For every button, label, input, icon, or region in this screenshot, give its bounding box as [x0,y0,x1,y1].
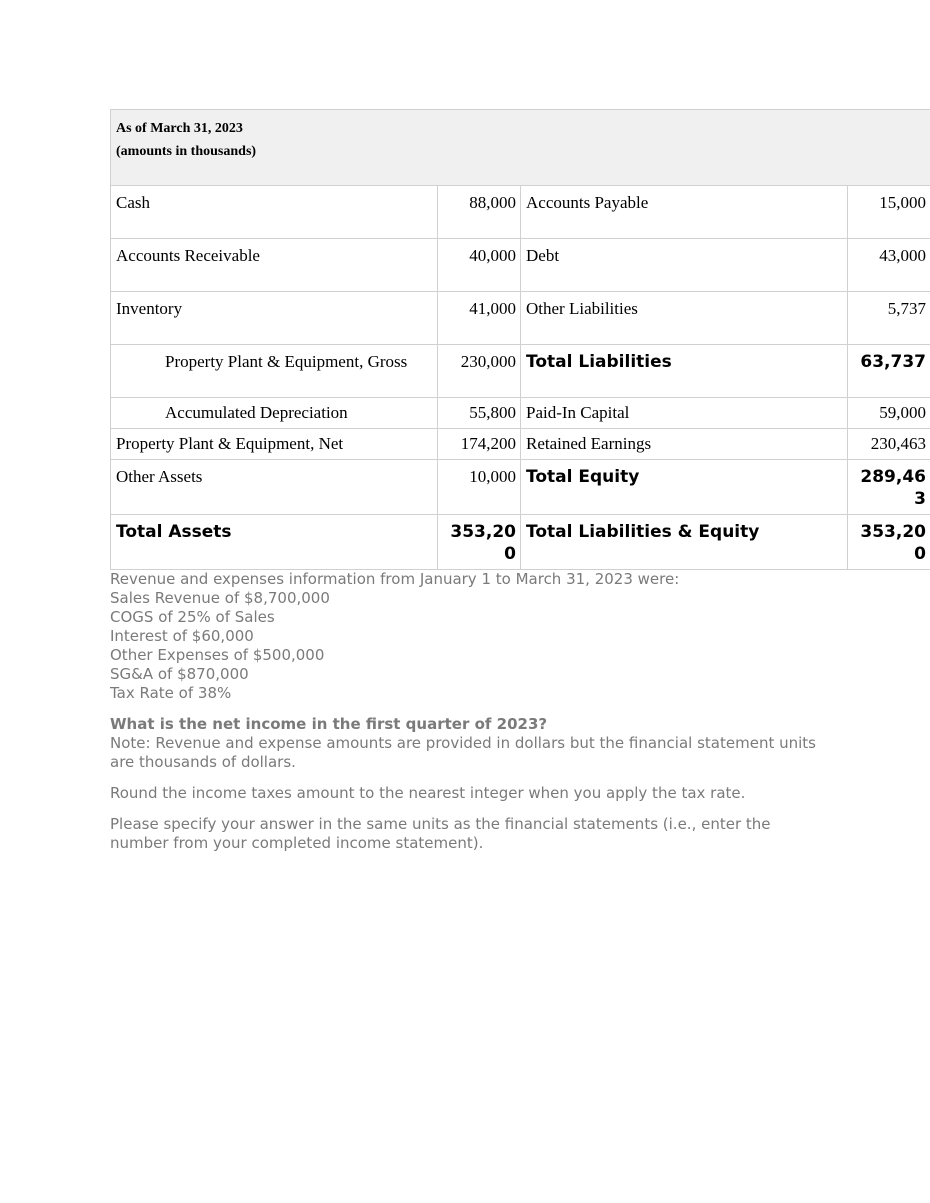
answer-units-instruction: Please specify your answer in the same units as the financial statements (i.e., enter the number from your completed income statement). [110,815,771,852]
table-row [111,345,930,398]
asset-label: Inventory [111,292,438,345]
total-assets-label: Total Assets [111,515,438,570]
balance-sheet-document [110,109,930,853]
asset-value: 41,000 [438,292,521,345]
liability-equity-value: 15,000 [848,186,930,239]
liability-equity-value: 43,000 [848,239,930,292]
rounding-instruction: Round the income taxes amount to the nearest integer when you apply the tax rate. [110,784,746,802]
total-liabilities-value: 63,737 [848,345,930,398]
units-note: Note: Revenue and expense amounts are provided in dollars but the financial statement units are thousands of dollars. [110,734,816,771]
asset-label: Accumulated Depreciation [111,398,438,429]
asset-value: 40,000 [438,239,521,292]
units-line: (amounts in thousands) [116,144,257,159]
asset-label: Cash [111,186,438,239]
total-assets-value: 353,200 [438,515,521,570]
total-liabilities-equity-label: Total Liabilities & Equity [521,515,848,570]
total-liabilities-equity-value: 353,200 [848,515,930,570]
question-prompt: What is the net income in the first quarter of 2023? [110,715,548,733]
table-row [111,186,930,239]
asset-label: Accounts Receivable [111,239,438,292]
liability-equity-label: Retained Earnings [521,429,848,460]
liability-equity-label: Debt [521,239,848,292]
liability-equity-label: Accounts Payable [521,186,848,239]
asset-value: 174,200 [438,429,521,460]
info-item: Other Expenses of $500,000 [110,646,325,664]
info-item: Tax Rate of 38% [110,684,232,702]
date-line: As of March 31, 2023 [116,121,243,136]
table-row [111,429,930,460]
table-header-row [111,110,930,186]
info-item: SG&A of $870,000 [110,665,249,683]
liability-equity-label: Paid-In Capital [521,398,848,429]
table-row [111,239,930,292]
asset-label: Property Plant & Equipment, Net [111,429,438,460]
asset-value: 10,000 [438,460,521,515]
total-liabilities-label: Total Liabilities [521,345,848,398]
total-equity-label: Total Equity [521,460,848,515]
table-row [111,398,930,429]
table-row [111,515,930,570]
info-item: COGS of 25% of Sales [110,608,275,626]
info-item: Sales Revenue of $8,700,000 [110,589,330,607]
question-text [110,570,830,853]
asset-value: 230,000 [438,345,521,398]
liability-equity-value: 230,463 [848,429,930,460]
intro-text: Revenue and expenses information from January 1 to March 31, 2023 were: [110,570,680,588]
liability-equity-value: 59,000 [848,398,930,429]
asset-label: Property Plant & Equipment, Gross [111,345,438,398]
asset-label: Other Assets [111,460,438,515]
asset-value: 88,000 [438,186,521,239]
table-row [111,460,930,515]
info-item: Interest of $60,000 [110,627,254,645]
total-equity-value: 289,463 [848,460,930,515]
table-header-cell [111,110,930,186]
asset-value: 55,800 [438,398,521,429]
liability-equity-label: Other Liabilities [521,292,848,345]
table-row [111,292,930,345]
liability-equity-value: 5,737 [848,292,930,345]
balance-sheet-table [110,109,930,570]
